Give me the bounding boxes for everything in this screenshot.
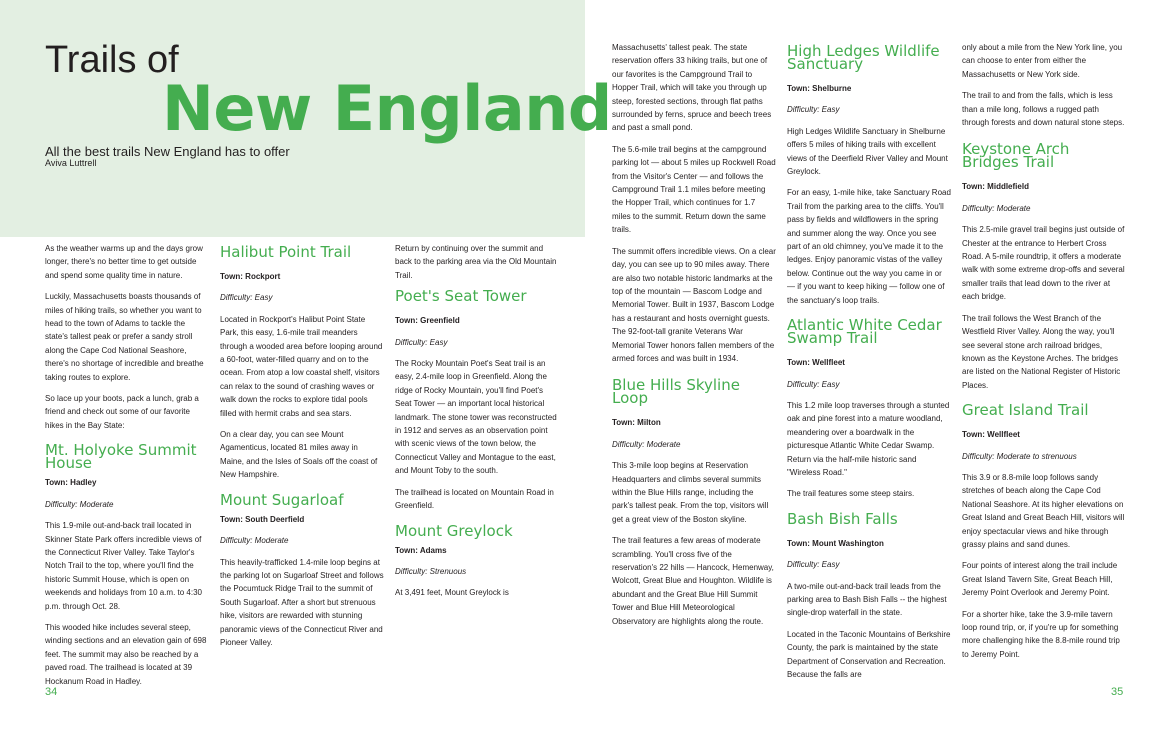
trail-paragraph: The 5.6-mile trail begins at the campground parking lot — about 5 miles up Rockwell Road from the Visitor's Center — and follows the Campground Trail 1.1 miles before meeting the Hopper Trail, which continues for 1.7 miles to the summit. Return down the same trails. xyxy=(612,144,776,235)
trail-paragraph: This 2.5-mile gravel trail begins just outside of Chester at the entrance to Herbert Cross Road. A 5-mile roundtrip, it offers a moderate walk with some extreme drop-offs and several smaller trails that lead down to the river at each bridge. xyxy=(962,225,1125,302)
intro-paragraph: As the weather warms up and the days grow longer, there's no better time to get outside and spend some quality time in nature. xyxy=(45,244,203,280)
trail-paragraph: This 3.9 or 8.8-mile loop follows sandy stretches of beach along the Cape Cod National Seashore. At its higher elevations on Great Island and Great Beach Hill, visitors will enjoy spectacular views and hike through grassy plains and sand dunes. xyxy=(962,472,1125,549)
trail-paragraph: For a shorter hike, take the 3.9-mile tavern loop round trip, or, if you're up for something more challenging hike the 8.8-mile round trip to Jeremy Point. xyxy=(962,609,1120,659)
trail-difficulty: Difficulty: Easy xyxy=(787,560,840,570)
trail-difficulty: Difficulty: Easy xyxy=(787,105,840,115)
trail-heading: Halibut Point Trail xyxy=(220,243,352,261)
trail-town: Town: Wellfleet xyxy=(962,430,1020,440)
trail-town: Town: Hadley xyxy=(45,478,97,488)
trail-town: Town: Middlefield xyxy=(962,182,1029,192)
column-1 xyxy=(45,242,209,696)
trail-difficulty: Difficulty: Moderate xyxy=(612,439,681,449)
trail-paragraph: For an easy, 1-mile hike, take Sanctuary Road Trail from the parking area to the cliffs. You'll pass by fields and wildflowers in the spring and summer along the way. Once you see part of an old chimney, you've made it to the ledges. Enjoy panoramic vistas of the valley below. Continue out the way you came in or — if you want to keep hiking — follow one of the sanctuary's loop trails. xyxy=(787,188,951,305)
column-4 xyxy=(612,41,776,636)
continued-paragraph: Return by continuing over the summit and back to the parking area via the Old Mountain Trail. xyxy=(395,244,557,280)
continued-paragraph: only about a mile from the New York line, you can choose to enter from either the Massachusetts or New York side. xyxy=(962,43,1123,79)
trail-heading: Poet's Seat Tower xyxy=(395,287,527,306)
trail-paragraph: The Rocky Mountain Poet's Seat trail is an easy, 2.4-mile loop in Greenfield. Along the ridge of Rocky Mountain, you'll find Poet's Seat Tower — an important local historical landmark. The stone tower was reconstructed in 1912 and serves as an observation point with scenic views of the town below, the Connecticut Valley and Montague to the east, and Mount Toby to the south. xyxy=(395,359,557,476)
title-line-2: New England xyxy=(162,72,612,145)
trail-paragraph: On a clear day, you can see Mount Agamenticus, located 81 miles away in Maine, and the Isles of Soals off the coast of New Hampshire. xyxy=(220,430,378,480)
page-number-right: 35 xyxy=(1111,686,1124,698)
trail-town: Town: Milton xyxy=(612,418,661,428)
trail-paragraph: The trail follows the West Branch of the Westfield River Valley. Along the way, you'll see several stone arch railroad bridges, known as the Keystone Arches. The bridges are listed on the National Register of Historic Places. xyxy=(962,313,1121,390)
trail-town: Town: Rockport xyxy=(220,272,281,281)
author-byline: Aviva Luttrell xyxy=(45,158,97,168)
intro-paragraph: Luckily, Massachusetts boasts thousands of miles of hiking trails, so whether you want to head to the town of Adams to tackle the state's tallest peak or prefer a sandy stroll along the Cape Cod National Seashore, there's no shortage of incredible and breathe taking routes to explore. xyxy=(45,292,204,382)
title-line-1: Trails of xyxy=(45,39,179,81)
trail-paragraph: The trailhead is located on Mountain Road in Greenfield. xyxy=(395,487,554,511)
trail-paragraph: This 3-mile loop begins at Reservation Headquarters and climbs several summits within the Blue Hills range, including the park's tallest peak. From the top, visitors will get a great view of the Boston skyline. xyxy=(612,461,769,524)
trail-difficulty: Difficulty: Easy xyxy=(220,293,273,303)
trail-paragraph: A two-mile out-and-back trail leads from the parking area to Bash Bish Falls -- the highest single-drop waterfall in the state. xyxy=(787,581,947,618)
trail-heading: Bash Bish Falls xyxy=(787,509,898,528)
trail-heading: Blue Hills Skyline Loop xyxy=(612,376,740,408)
trail-heading: Atlantic White Cedar Swamp Trail xyxy=(787,316,942,348)
trail-paragraph: The trail features a few areas of moderate scrambling. You'll cross five of the reservation's 22 hills — Hancock, Hemenway, Wolcott, Great Blue and Houghton. Wildlife is abundant and the Great Blue Hill Summit Tower and Blue Hill Meteorological Observatory are highlights along the route. xyxy=(612,536,774,626)
trail-paragraph: The summit offers incredible views. On a clear day, you can see up to 90 miles away. There are also two notable historic landmarks at the top of the mountain — Bascom Lodge and Memorial Tower. Built in 1937, Bascom Lodge has a restaurant and hosts overnight guests. The 92-foot-tall granite Veterans War Memorial Tower honors fallen members of the armed forces and was built in 1934. xyxy=(612,246,776,363)
column-3 xyxy=(395,242,559,608)
trail-paragraph: The trail to and from the falls, which is less than a mile long, follows a rugged path through forests and down natural stone steps. xyxy=(962,91,1125,128)
trail-heading: Mount Sugarloaf xyxy=(220,490,344,509)
trail-paragraph: At 3,491 feet, Mount Greylock is xyxy=(395,588,509,598)
trail-town: Town: South Deerfield xyxy=(220,514,305,524)
trail-paragraph: This wooded hike includes several steep, winding sections and an elevation gain of 698 feet. The summit may also be reached by a paved road. The trailhead is located at 39 Hockanum Road in Hadley. xyxy=(45,622,207,686)
trail-difficulty: Difficulty: Moderate xyxy=(45,499,114,509)
trail-paragraph: This 1.9-mile out-and-back trail located in Skinner State Park offers incredible views of the Connecticut River Valley. Take Taylor's Notch Trail to the top, where you'll find the historic Summit House, which is open on weekends and holidays from 10 a.m. to 4:30 p.m. through Oct. 28. xyxy=(45,521,202,611)
trail-difficulty: Difficulty: Moderate to strenuous xyxy=(962,451,1077,461)
trail-difficulty: Difficulty: Moderate xyxy=(962,203,1031,213)
page-number-left: 34 xyxy=(45,686,58,698)
trail-paragraph: High Ledges Wildlife Sanctuary in Shelburne offers 5 miles of hiking trails with excellent views of the Deerfield River Valley and Mount Greylock. xyxy=(787,126,948,177)
trail-paragraph: This 1.2 mile loop traverses through a stunted oak and pine forest into a mature woodland, meandering over a boardwalk in the picturesque Atlantic White Cedar Swamp. Return via the half-mile historic sand "Wireless Road." xyxy=(787,400,950,477)
column-2 xyxy=(220,243,384,657)
intro-paragraph: So lace up your boots, pack a lunch, grab a friend and check out some of our favorite hikes in the Bay State: xyxy=(45,394,199,430)
trail-paragraph: Located in the Taconic Mountains of Berkshire County, the park is maintained by the state Department of Conservation and Recreation. Because the falls are xyxy=(787,629,951,679)
trail-town: Town: Greenfield xyxy=(395,316,460,326)
trail-difficulty: Difficulty: Easy xyxy=(787,379,840,389)
trail-heading: Keystone Arch Bridges Trail xyxy=(962,140,1070,172)
trail-paragraph: The trail features some steep stairs. xyxy=(787,489,915,499)
trail-paragraph: This heavily-trafficked 1.4-mile loop begins at the parking lot on Sugarloaf Street and follows the Pocumtuck Ridge Trail to the summit of South Sugarloaf. After a short but strenuous hike, visitors are rewarded with stunning panoramic views of the Connecticut River and Pioneer Valley. xyxy=(220,557,384,647)
continued-paragraph: Massachusetts' tallest peak. The state reservation offers 33 hiking trails, but one of our favorites is the Campground Trail to Hopper Trail, which will take you through up steep, forested sections, through flat paths surrounded by ferns, spruce and beech trees and past a small pond. xyxy=(612,43,772,133)
trail-town: Town: Adams xyxy=(395,545,447,555)
trail-heading: Great Island Trail xyxy=(962,401,1089,420)
trail-heading: Mt. Holyoke Summit House xyxy=(45,441,197,473)
trail-heading: Mount Greylock xyxy=(395,521,513,540)
trail-paragraph: Located in Rockport's Halibut Point State Park, this easy, 1.6-mile trail meanders through a wooded area before looping around a 60-foot, water-filled quarry and on to the ocean. From atop a low coastal shelf, visitors can relax to the sound of crashing waves or walk down the rocks to explore tidal pools filled with hermit crabs and sea stars. xyxy=(220,314,383,418)
subtitle: All the best trails New England has to offer xyxy=(45,144,290,159)
trail-town: Town: Shelburne xyxy=(787,84,852,93)
trail-heading: High Ledges Wildlife Sanctuary xyxy=(787,42,940,73)
trail-difficulty: Difficulty: Moderate xyxy=(220,536,289,546)
column-5 xyxy=(787,42,951,689)
trail-difficulty: Difficulty: Strenuous xyxy=(395,566,467,576)
column-6 xyxy=(962,41,1126,669)
trail-difficulty: Difficulty: Easy xyxy=(395,337,448,347)
trail-town: Town: Mount Washington xyxy=(787,538,884,548)
trail-paragraph: Four points of interest along the trail include Great Island Tavern Site, Great Beach Hill, Jeremy Point Overlook and Jeremy Point. xyxy=(962,561,1118,598)
trail-town: Town: Wellfleet xyxy=(787,358,845,368)
